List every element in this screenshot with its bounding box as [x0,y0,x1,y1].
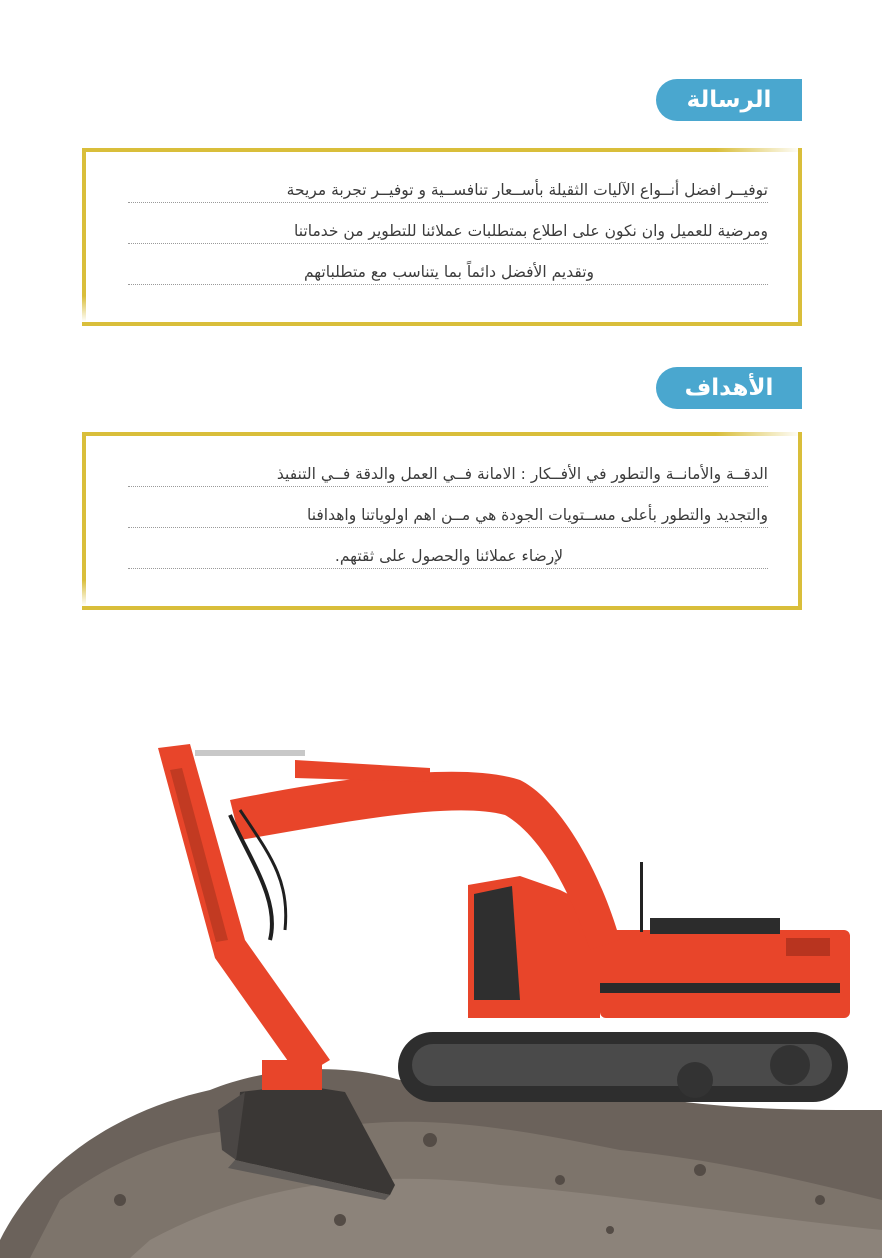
mission-line: وتقديم الأفضل دائماً بما يتناسب مع متطلباتهم [128,252,768,293]
mission-line: ومرضية للعميل وان نكون على اطلاع بمتطلبات عملائنا للتطوير من خدماتنا [128,211,768,252]
excavator-image [0,640,882,1258]
mission-text [128,170,768,293]
goals-box [82,432,802,610]
box-top-border [82,148,802,152]
mission-line: توفيــر افضل أنــواع الآليات الثقيلة بأســعار تنافســية و توفيــر تجربة مريحة [128,170,768,211]
mission-box [82,148,802,326]
excavator-body [468,862,850,1018]
goals-title [656,367,802,409]
goals-title-text: الأهداف [684,375,774,401]
tracks [398,1032,848,1102]
box-left-border [82,432,86,606]
goals-text [128,454,768,577]
box-top-border [82,432,802,436]
goals-line: والتجديد والتطور بأعلى مســتويات الجودة هي مــن اهم اولوياتنا واهدافنا [128,495,768,536]
goals-line: الدقــة والأمانــة والتطور في الأفــكار : الامانة فــي العمل والدقة فــي التنفيذ [128,454,768,495]
mission-title [656,79,802,121]
box-left-border [82,148,86,322]
goals-line: لإرضاء عملائنا والحصول على ثقتهم. [128,536,768,577]
mission-title-text: الرسالة [686,87,772,113]
